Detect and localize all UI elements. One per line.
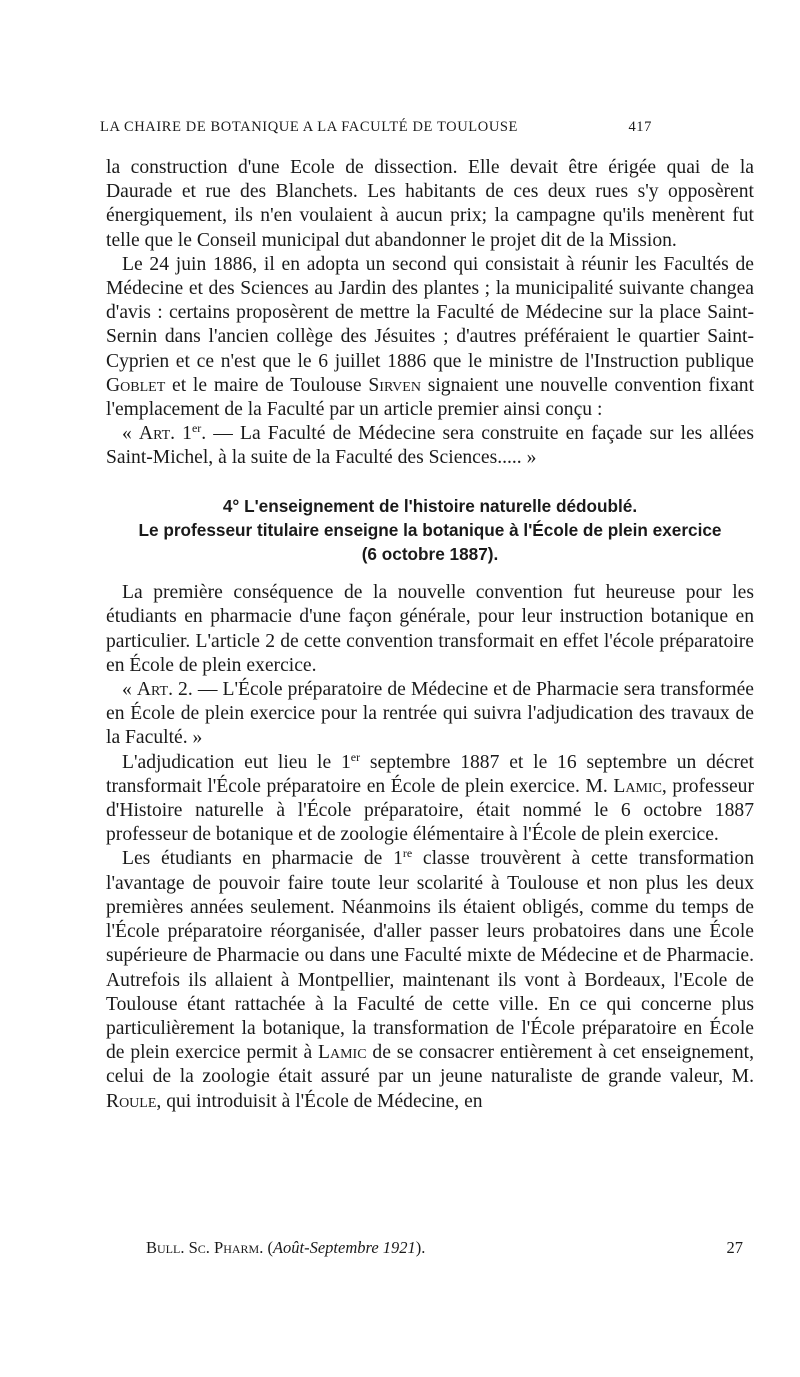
quote-open: «	[122, 679, 137, 701]
paragraph-2-text-a: Le 24 juin 1886, il en adopta un second qui consistait à réunir les Facultés de Médecine et des Sciences au Jardin des plantes ; la municipalité suivante changea d'avis : certains proposèrent de mettre la Faculté de Médecine sur la place Saint-Sernin dans l'ancien collège des Jésuites ; d'autres préféraient le quartier Saint-Cyprien et ce n'est que le 6 juillet 1886 que le ministre de l'Instruction publique	[106, 253, 754, 372]
paragraph-5-quote	[106, 678, 754, 751]
footer: Bull. Sc. Pharm. (Août-Septembre 1921). 27	[146, 1238, 743, 1257]
name-sirven: Sirven	[368, 374, 421, 396]
paragraph-7-text-d: , qui introduisit à l'École de Médecine, en	[156, 1090, 483, 1112]
section-heading-line-3: (6 octobre 1887).	[361, 544, 499, 565]
paragraph-7-text-c: de se consacrer entièrement à cet enseignement, celui de la zoologie était assuré par un jeune naturaliste de grande valeur, M.	[106, 1042, 754, 1088]
paragraph-7	[106, 847, 754, 1113]
name-goblet: Goblet	[106, 374, 166, 396]
paragraph-7-text-b: classe trouvèrent à cette transformation l'avantage de pouvoir faire toute leur scolarité à Toulouse et non plus les deux premières années seulement. Néanmoins ils étaient obligés, comme du temps de l'École préparatoire réorganisée, d'aller passer leurs probatoires dans une École supérieure de Pharmacie ou dans une Faculté mixte de Médecine et de Pharmacie. Autrefois ils allaient à Montpellier, maintenant ils vont à Bordeaux, l'Ecole de Toulouse étant rattachée à la Faculté de cette ville. En ce qui concerne plus particulièrement la botanique, la transformation de l'École préparatoire en École de plein exercice permit à	[106, 848, 754, 1064]
paragraph-6-text-b: septembre 1887 et le 16 septembre un décret transformait l'École préparatoire en École de plein exercice. M.	[106, 751, 754, 797]
name-roule: Roule	[106, 1090, 157, 1112]
paragraph-4: La première conséquence de la nouvelle convention fut heureuse pour les étudiants en pharmacie d'une façon générale, pour leur instruction botanique en particulier. L'article 2 de cette convention transformait en effet l'école préparatoire en École de plein exercice.	[106, 582, 754, 676]
quote-text: . — La Faculté de Médecine sera construite en façade sur les allées Saint-Michel, à la suite de la Faculté des Sciences..... »	[106, 423, 754, 469]
superscript: er	[350, 749, 361, 764]
quote-text: — L'École préparatoire de Médecine et de Pharmacie sera transformée en École de plein exercice pour la rentrée qui suivra l'adjudication des travaux de la Faculté. »	[106, 679, 754, 749]
paragraph-7-text-a: Les étudiants en pharmacie de 1	[122, 848, 403, 870]
quote-open: «	[122, 423, 139, 445]
paragraph-6	[106, 751, 754, 848]
journal-issue: Août-Septembre 1921	[272, 1238, 416, 1257]
superscript: er	[191, 421, 202, 436]
journal-name: Bull. Sc. Pharm.	[146, 1238, 264, 1257]
paragraph-2	[106, 253, 754, 422]
paragraph-6-text-c: , professeur d'Histoire naturelle à l'École préparatoire, était nommé le 6 octobre 1887 professeur de botanique et de zoologie élémentaire à l'École de plein exercice.	[106, 775, 755, 846]
body-text	[106, 156, 754, 1114]
name-lamic-2: Lamic	[318, 1042, 367, 1064]
section-heading-line-2: Le professeur titulaire enseigne la botanique à l'École de plein exercice	[138, 519, 722, 540]
paragraph-6-text-a: L'adjudication eut lieu le 1	[122, 751, 351, 773]
page-number: 417	[628, 119, 652, 135]
paragraph-2-text-b: et le maire de Toulouse	[172, 374, 362, 396]
section-heading-line-1: 4° L'enseignement de l'histoire naturelle dédoublé.	[222, 495, 638, 516]
article-label: Art. 2.	[136, 679, 193, 701]
signature-mark: 27	[726, 1238, 743, 1257]
running-title: LA CHAIRE DE BOTANIQUE A LA FACULTÉ DE TOULOUSE	[100, 119, 519, 135]
superscript: re	[402, 846, 413, 861]
paragraph-1: la construction d'une Ecole de dissection. Elle devait être érigée quai de la Daurade et rue des Blanchets. Les habitants de ces deux rues s'y opposèrent énergiquement, ils n'en voulaient à aucun prix; la campagne qu'ils menèrent fut telle que le Conseil municipal dut abandonner le projet dit de la Mission.	[106, 157, 754, 251]
paragraph-3-quote	[106, 422, 754, 470]
running-head	[100, 119, 652, 136]
article-label: Art. 1	[138, 423, 192, 445]
name-lamic: Lamic	[613, 775, 662, 797]
paragraph-2-text-c: signaient une nouvelle convention fixant l'emplacement de la Faculté par un article premier ainsi conçu :	[106, 374, 755, 421]
